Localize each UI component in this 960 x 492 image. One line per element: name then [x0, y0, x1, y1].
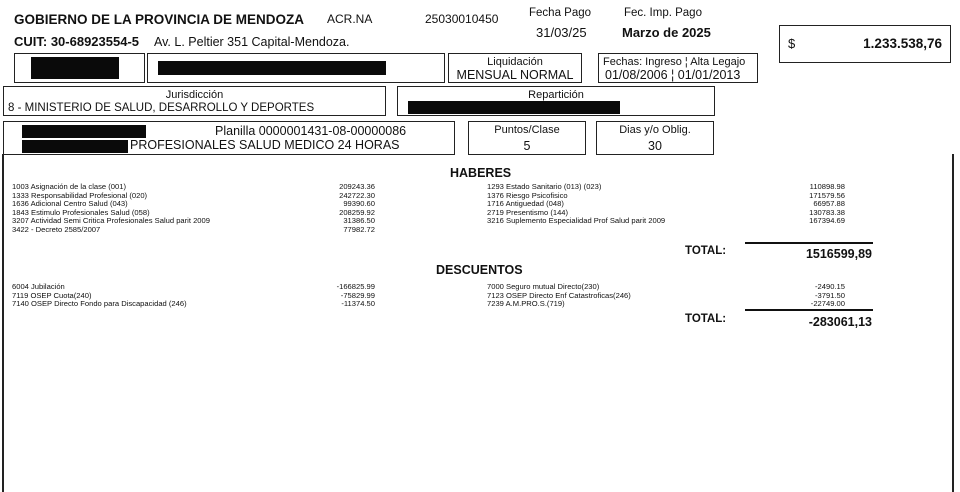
haberes-line-description: 1636 Adicional Centro Salud (043)	[12, 199, 128, 209]
descuentos-total-rule	[745, 309, 873, 311]
haberes-line-description: 1003 Asignación de la clase (001)	[12, 182, 126, 191]
haberes-line-description: 1716 Antiguedad (048)	[487, 199, 564, 209]
descuentos-line-description: 7000 Seguro mutual Directo(230)	[487, 282, 600, 291]
descuentos-line-amount: -2490.15	[815, 282, 845, 291]
address: Av. L. Peltier 351 Capital-Mendoza.	[154, 35, 350, 49]
fechas-value: 01/08/2006 ¦ 01/01/2013	[605, 68, 741, 82]
descuentos-line-description: 7239 A.M.PRO.S.(719)	[487, 299, 565, 309]
haberes-line-description: 1333 Responsabilidad Profesional (020)	[12, 190, 148, 200]
descuentos-right-amounts	[770, 283, 845, 309]
total-amount: 1.233.538,76	[863, 36, 942, 51]
fecha-pago-value: 31/03/25	[536, 25, 587, 40]
haberes-line-amount: 171579.56	[809, 190, 845, 200]
haberes-total: 1516599,89	[805, 247, 872, 261]
haberes-line-amount: 99390.60	[343, 199, 375, 209]
haberes-line-amount: 167394.69	[809, 216, 845, 226]
fechas-box	[598, 53, 758, 83]
haberes-line-amount: 130783.38	[809, 207, 845, 217]
planilla-number: Planilla 0000001431-08-00000086	[215, 124, 407, 138]
jurisdiccion-value: 8 - MINISTERIO DE SALUD, DESARROLLO Y DEPORTES	[8, 102, 315, 114]
haberes-line-description: 1376 Riesgo Psicofisico	[487, 190, 568, 200]
descuentos-line-amount: -3791.50	[815, 290, 845, 300]
redacted-reparticion	[408, 101, 620, 114]
redacted-legajo	[31, 57, 119, 79]
jurisdiccion-box	[3, 86, 386, 116]
redacted-name	[158, 61, 386, 75]
org-name: GOBIERNO DE LA PROVINCIA DE MENDOZA	[14, 12, 305, 27]
cuit: CUIT: 30-68923554-5	[14, 34, 140, 49]
puntos-label: Puntos/Clase	[494, 124, 560, 136]
descuentos-total-label: TOTAL:	[685, 313, 727, 325]
descuentos-title: DESCUENTOS	[436, 263, 523, 277]
liquidacion-label: Liquidación	[487, 56, 543, 68]
descuentos-line-description: 7140 OSEP Directo Fondo para Discapacidad (246)	[12, 299, 187, 309]
descuentos-line-amount: -11374.50	[341, 299, 375, 309]
haberes-title: HABERES	[450, 166, 512, 180]
planilla-category: PROFESIONALES SALUD MEDICO 24 HORAS	[130, 138, 400, 152]
jurisdiccion-label: Jurisdicción	[165, 89, 224, 101]
haberes-line-description: 3216 Suplemento Especialidad Prof Salud parit 2009	[487, 216, 666, 226]
dias-value: 30	[648, 139, 662, 153]
descuentos-line-amount: -166825.99	[336, 282, 375, 291]
haberes-left-amounts	[300, 183, 375, 235]
acr-code: ACR.NA	[327, 12, 373, 26]
haberes-line-amount: 110898.98	[809, 182, 845, 191]
liquidacion-value: MENSUAL NORMAL	[456, 68, 574, 82]
puntos-box	[468, 121, 586, 155]
descuentos-line-description: 7119 OSEP Cuota(240)	[12, 290, 92, 300]
haberes-line-description: 3422 - Decreto 2585/2007	[12, 224, 101, 234]
dias-box	[596, 121, 714, 155]
redacted-planilla-1	[22, 125, 146, 138]
name-box	[147, 53, 445, 83]
descuentos-right-descriptions	[487, 283, 631, 309]
right-border	[952, 154, 954, 492]
doc-number: 25030010450	[425, 12, 499, 26]
reparticion-label: Repartición	[528, 89, 584, 101]
haberes-total-label: TOTAL:	[685, 245, 727, 257]
haberes-left-descriptions	[12, 183, 210, 235]
haberes-line-amount: 242722.30	[339, 190, 375, 200]
left-border	[2, 154, 4, 492]
haberes-right-amounts	[770, 183, 845, 226]
currency-symbol: $	[788, 36, 796, 51]
descuentos-total: -283061,13	[808, 315, 872, 329]
haberes-right-descriptions	[487, 183, 665, 226]
fechas-label: Fechas: Ingreso ¦ Alta Legajo	[603, 56, 746, 68]
haberes-line-amount: 66957.88	[813, 199, 845, 209]
haberes-line-description: 2719 Presentismo (144)	[487, 207, 569, 217]
descuentos-left-descriptions	[12, 283, 187, 309]
haberes-line-description: 3207 Actividad Semi Critica Profesionales Salud parit 2009	[12, 216, 210, 226]
liquidacion-box	[448, 53, 582, 83]
haberes-line-amount: 208259.92	[339, 207, 375, 217]
fec-imp-value: Marzo de 2025	[622, 25, 711, 40]
legajo-box	[14, 53, 145, 83]
haberes-line-amount: 31386.50	[343, 216, 375, 226]
descuentos-line-amount: -75829.99	[340, 290, 375, 300]
descuentos-line-amount: -22749.00	[810, 299, 845, 309]
redacted-planilla-2	[22, 140, 128, 153]
fecha-pago-label: Fecha Pago	[529, 7, 592, 19]
haberes-line-amount: 209243.36	[339, 182, 375, 191]
descuentos-line-description: 7123 OSEP Directo Enf Catastroficas(246)	[487, 290, 631, 300]
planilla-box	[3, 121, 455, 155]
haberes-line-amount: 77982.72	[343, 224, 375, 234]
descuentos-left-amounts	[300, 283, 375, 309]
haberes-total-rule	[745, 242, 873, 244]
amount-box	[779, 25, 951, 63]
haberes-line-description: 1293 Estado Sanitario (013) (023)	[487, 182, 602, 191]
dias-label: Dias y/o Oblig.	[619, 124, 691, 136]
reparticion-box	[397, 86, 715, 116]
fec-imp-label: Fec. Imp. Pago	[624, 7, 702, 19]
puntos-value: 5	[523, 139, 531, 153]
haberes-line-description: 1843 Estimulo Profesionales Salud (058)	[12, 207, 150, 217]
descuentos-line-description: 6004 Jubilación	[12, 282, 65, 291]
